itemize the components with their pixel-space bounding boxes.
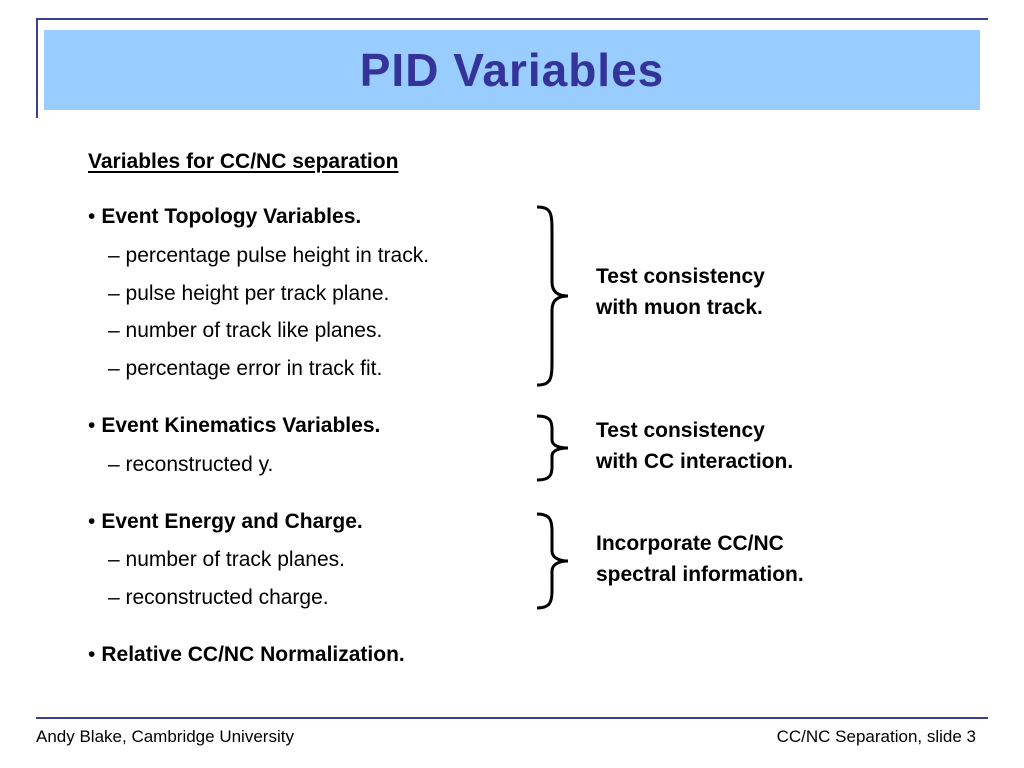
bullet-normalization-label: Relative CC/NC Normalization. [101, 643, 405, 666]
note-kinematics [596, 415, 793, 477]
bullet-energy [88, 510, 363, 534]
note-energy-line-2: spectral information. [596, 563, 804, 586]
bullet-dot: • [88, 643, 96, 666]
sub-item: – reconstructed y. [108, 453, 274, 476]
bullet-topology [88, 205, 361, 229]
brace-topology [532, 204, 576, 388]
note-topology [596, 261, 765, 323]
section-heading: Variables for CC/NC separation [88, 150, 399, 173]
brace-energy [532, 511, 576, 611]
bullet-kinematics-label: Event Kinematics Variables. [101, 414, 381, 437]
sub-item: – pulse height per track plane. [108, 282, 390, 305]
note-topology-line-2: with muon track. [596, 296, 763, 319]
bullet-topology-label: Event Topology Variables. [101, 205, 362, 228]
note-kinematics-line-2: with CC interaction. [596, 450, 794, 473]
sub-item: – number of track like planes. [108, 319, 383, 342]
brace-kinematics [532, 413, 576, 483]
sub-item: – number of track planes. [108, 548, 345, 571]
title-band [44, 30, 980, 110]
footer-author: Andy Blake, Cambridge University [36, 727, 294, 746]
sub-item: – reconstructed charge. [108, 586, 329, 609]
slide-title: PID Variables [359, 44, 665, 96]
bullet-dot: • [88, 414, 96, 437]
frame-top-rule [36, 18, 988, 20]
bullet-energy-label: Event Energy and Charge. [101, 510, 363, 533]
note-energy [596, 528, 804, 590]
footer-slide-number: CC/NC Separation, slide 3 [776, 727, 976, 746]
bullet-dot: • [88, 510, 96, 533]
bullet-kinematics [88, 414, 380, 438]
bullet-normalization [88, 643, 405, 667]
note-topology-line-1: Test consistency [596, 265, 765, 288]
sub-item: – percentage pulse height in track. [108, 244, 430, 267]
footer-rule [36, 717, 988, 719]
note-energy-line-1: Incorporate CC/NC [596, 532, 784, 555]
bullet-dot: • [88, 205, 96, 228]
frame-left-rule [36, 18, 38, 118]
sub-item: – percentage error in track fit. [108, 357, 383, 380]
note-kinematics-line-1: Test consistency [596, 419, 765, 442]
